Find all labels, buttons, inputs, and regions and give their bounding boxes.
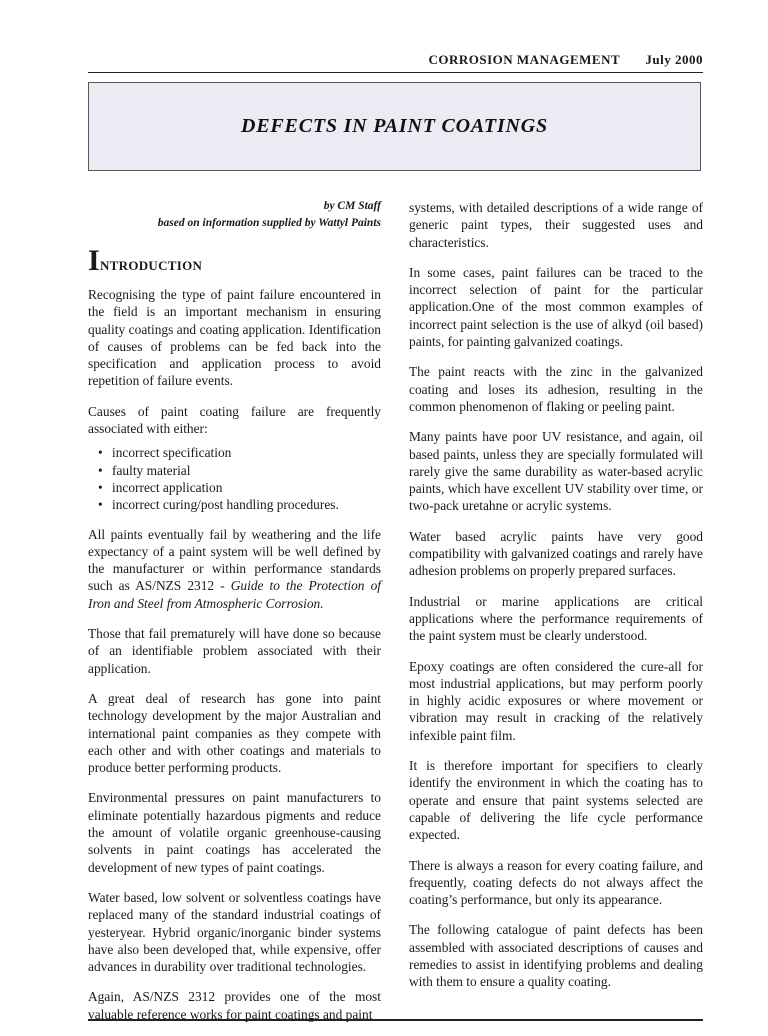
body-paragraph-3: The paint reacts with the zinc in the galvanized coating and loses its adhesion, resulting in the common phenomenon of flaking or peeling paint. xyxy=(409,364,703,414)
section-heading-introduction xyxy=(88,246,381,276)
body-paragraph-10: The following catalogue of paint defects has been assembled with associated descriptions of causes and remedies to assist in identifying problems and dealing with them to ensure a quality coating. xyxy=(409,922,703,990)
body-paragraph-2: In some cases, paint failures can be traced to the incorrect selection of paint for the particular application.One of the most common examples of incorrect paint selection is the use of alkyd (oil based) paints, for painting galvanized coatings. xyxy=(409,264,703,350)
body-paragraph-4: Many paints have poor UV resistance, and again, oil based paints, unless they are specially formulated will rarely give the same durability as water-based acrylic paints, which have excellent UV stability over time, or two-pack uretahne or acrylic systems. xyxy=(409,429,703,514)
left-column xyxy=(88,198,381,1036)
body-paragraph-8: It is therefore important for specifiers to clearly identify the environment in which the coating has to operate and ensure that paint systems selected are capable of delivering the life cycle performance expected. xyxy=(409,758,703,843)
section-heading-text: NTRODUCTION xyxy=(99,258,203,273)
issue-date: July 2000 xyxy=(645,52,703,67)
causes-list xyxy=(88,444,381,513)
intro-paragraph-1: Recognising the type of paint failure encountered in the field is an important mechanism in ensuring quality coatings and coating application. Identification of causes of problems can be fed back into the specification and application process to avoid repetition of failure events. xyxy=(88,287,381,389)
intro-paragraph-8: Again, AS/NZS 2312 provides one of the most valuable reference works for paint coatings and paint xyxy=(88,989,381,1022)
byline-source: based on information supplied by Wattyl Paints xyxy=(157,217,381,229)
body-paragraph-9: There is always a reason for every coating failure, and frequently, coating defects do not always affect the coating’s performance, but only its appearance. xyxy=(409,857,703,908)
list-item: • incorrect curing/post handling procedures. xyxy=(98,497,339,513)
bullet-icon: • xyxy=(98,462,103,478)
intro-paragraph-4: Those that fail prematurely will have done so because of an identifiable problem associated with their application. xyxy=(88,626,381,676)
intro-paragraph-5: A great deal of research has gone into paint technology development by the major Australian and international paint companies as they compete with each other and with other coatings and materials to produce better performing products. xyxy=(88,690,381,776)
header-rule xyxy=(88,72,703,73)
running-header xyxy=(88,52,703,68)
article-title: DEFECTS IN PAINT COATINGS xyxy=(241,115,548,137)
list-item: • faulty material xyxy=(98,462,191,478)
list-item: • incorrect application xyxy=(98,479,223,495)
body-paragraph-6: Industrial or marine applications are critical applications where the performance requirements of the paint system must be clearly understood. xyxy=(409,593,703,644)
right-column xyxy=(409,199,703,1004)
body-paragraph-7: Epoxy coatings are often considered the cure-all for most industrial applications, but may perform poorly in highly acidic exposures or where movement or vibration may result in cracking of the relatively infexible paint film. xyxy=(409,658,703,743)
body-paragraph-5: Water based acrylic paints have very good compatibility with galvanized coatings and rarely have adhesion problems on properly prepared surfaces. xyxy=(409,528,703,579)
bullet-icon: • xyxy=(98,497,103,513)
drop-cap: I xyxy=(88,244,100,277)
intro-paragraph-3: All paints eventually fail by weathering and the life expectancy of a paint system will be well defined by the manufacturer or within performance standards such as AS/NZS 2312 - Guide to the Protection of Iron and Steel from Atmospheric Corrosion. xyxy=(88,526,381,611)
publication-name: CORROSION MANAGEMENT xyxy=(428,52,620,67)
intro-paragraph-6: Environmental pressures on paint manufacturers to eliminate potentially hazardous pigments and reduce the amount of volatile organic greenhouse-causing solvents in paint coatings has accelerated the development of new types of paint coatings. xyxy=(88,790,381,875)
bullet-icon: • xyxy=(98,445,103,461)
list-item: • incorrect specification xyxy=(98,445,232,461)
intro-paragraph-2: Causes of paint coating failure are frequently associated with either: xyxy=(88,403,381,437)
byline-author: by CM Staff xyxy=(323,200,381,212)
body-paragraph-1: systems, with detailed descriptions of a wide range of generic paint types, their suggested uses and characteristics. xyxy=(409,200,703,250)
bullet-icon: • xyxy=(98,479,103,495)
title-box xyxy=(88,82,701,171)
intro-paragraph-7: Water based, low solvent or solventless coatings have replaced many of the standard industrial coatings of yesteryear. Hybrid organic/inorganic binder systems have also been developed that, while expensive, offer advances in durability over traditional technologies. xyxy=(88,889,381,975)
footer-rule xyxy=(88,1019,703,1021)
standard-title: Guide to the Protection of Iron and Steel from Atmospheric Corrosion. xyxy=(88,578,381,611)
byline xyxy=(88,198,381,232)
